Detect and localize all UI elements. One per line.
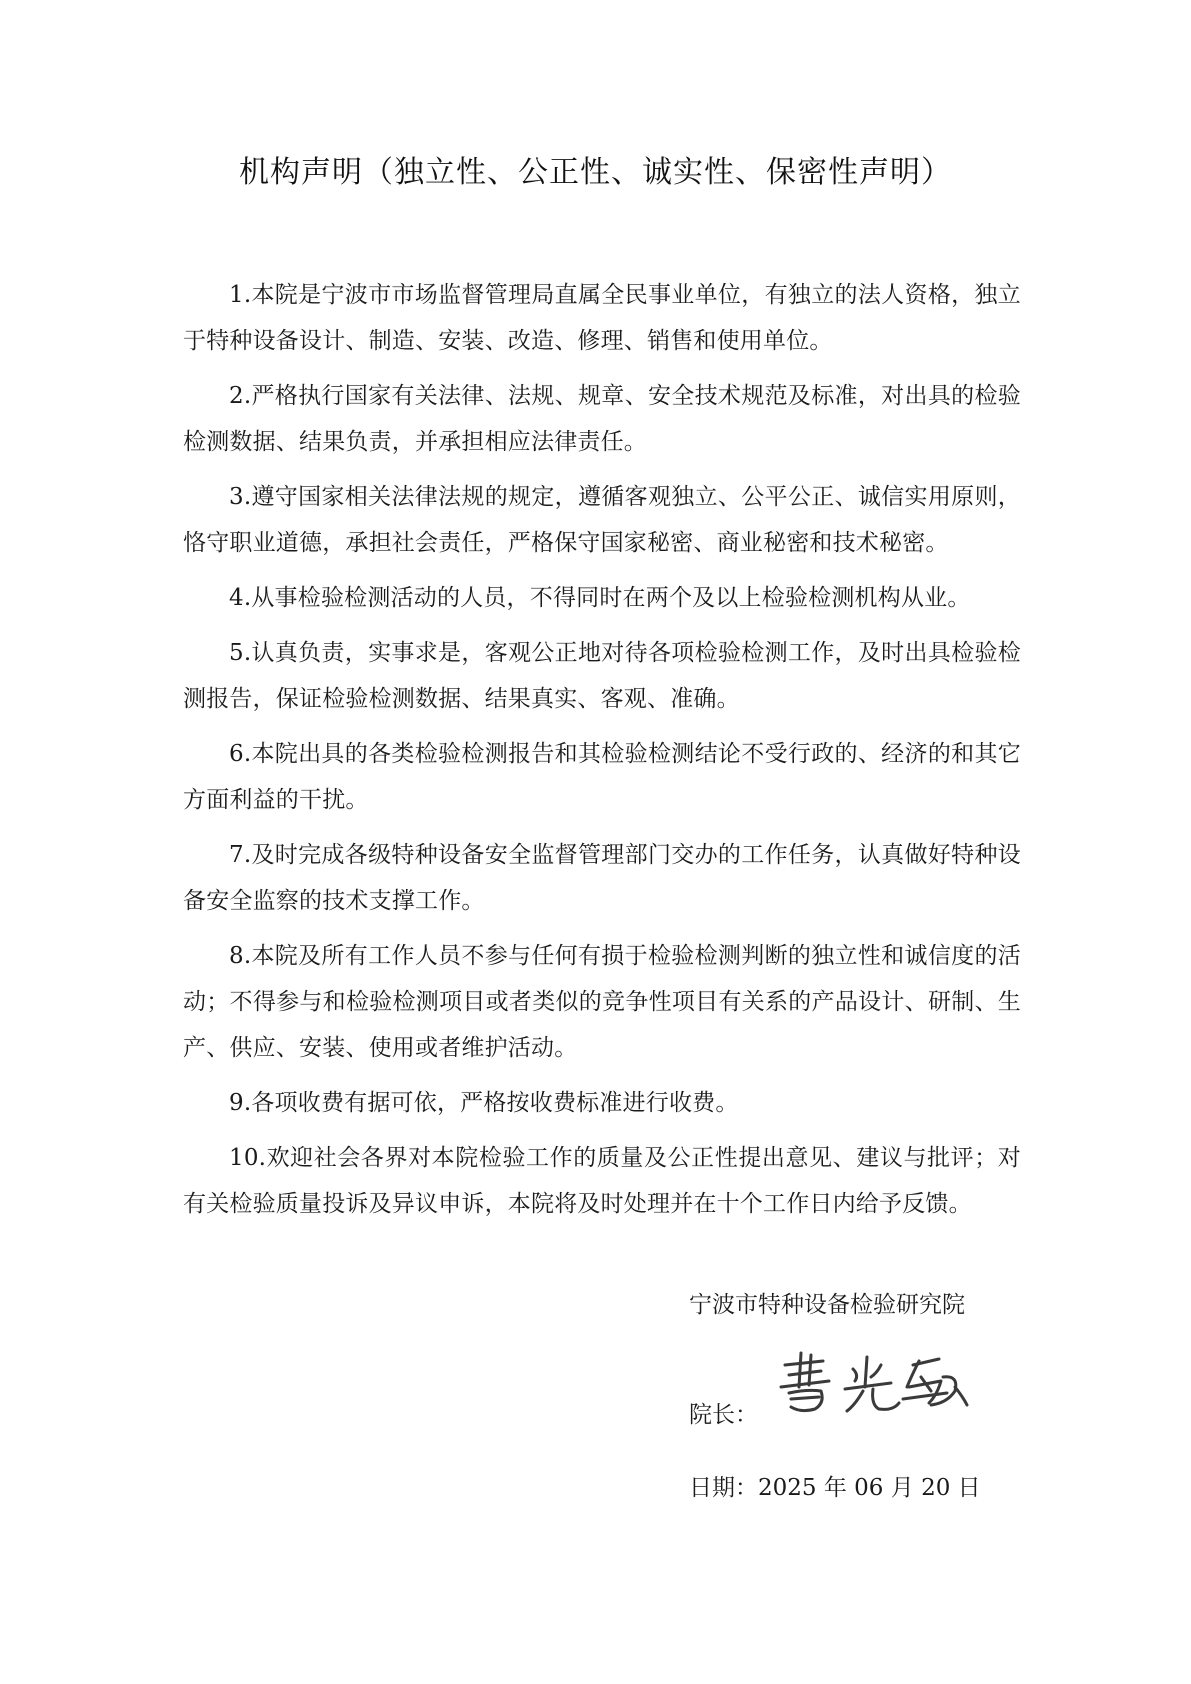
date-year-unit: 年 [823,1475,847,1501]
handwritten-signature [771,1347,971,1427]
statement-item-10: 10.欢迎社会各界对本院检验工作的质量及公正性提出意见、建议与批评；对有关检验质量投诉及异议申诉，本院将及时处理并在十个工作日内给予反馈。 [183,1145,1021,1217]
president-label: 院长： [689,1402,758,1428]
statement-item-6: 6.本院出具的各类检验检测报告和其检验检测结论不受行政的、经济的和其它方面利益的干扰。 [183,741,1021,813]
statement-item-2: 2.严格执行国家有关法律、法规、规章、安全技术规范及标准，对出具的检验检测数据、结果负责，并承担相应法律责任。 [183,383,1021,455]
document-title: 机构声明（独立性、公正性、诚实性、保密性声明） [239,155,952,190]
statement-item-7: 7.及时完成各级特种设备安全监督管理部门交办的工作任务，认真做好特种设备安全监察的技术支撑工作。 [183,842,1021,914]
statement-item-1: 1.本院是宁波市市场监督管理局直属全民事业单位，有独立的法人资格，独立于特种设备设计、制造、安装、改造、修理、销售和使用单位。 [183,282,1021,354]
organization-name: 宁波市特种设备检验研究院 [689,1292,965,1318]
date-year: 2025 [758,1475,817,1501]
statement-item-9: 9.各项收费有据可依，严格按收费标准进行收费。 [229,1090,739,1116]
statement-item-5: 5.认真负责，实事求是，客观公正地对待各项检验检测工作，及时出具检验检测报告，保证检验检测数据、结果真实、客观、准确。 [183,640,1021,712]
date-month-unit: 月 [890,1475,914,1501]
statement-body [183,272,1021,1236]
date-line [689,1468,981,1508]
statement-item-8: 8.本院及所有工作人员不参与任何有损于检验检测判断的独立性和诚信度的活动；不得参与和检验检测项目或者类似的竞争性项目有关系的产品设计、研制、生产、供应、安装、使用或者维护活动。 [183,943,1021,1061]
statement-item-4: 4.从事检验检测活动的人员，不得同时在两个及以上检验检测机构从业。 [229,585,971,611]
date-label: 日期： [689,1475,758,1501]
date-day: 20 [921,1475,951,1501]
date-day-unit: 日 [957,1475,981,1501]
statement-item-3: 3.遵守国家相关法律法规的规定，遵循客观独立、公平公正、诚信实用原则，恪守职业道德，承担社会责任，严格保守国家秘密、商业秘密和技术秘密。 [183,484,1021,556]
date-month: 06 [854,1475,884,1501]
